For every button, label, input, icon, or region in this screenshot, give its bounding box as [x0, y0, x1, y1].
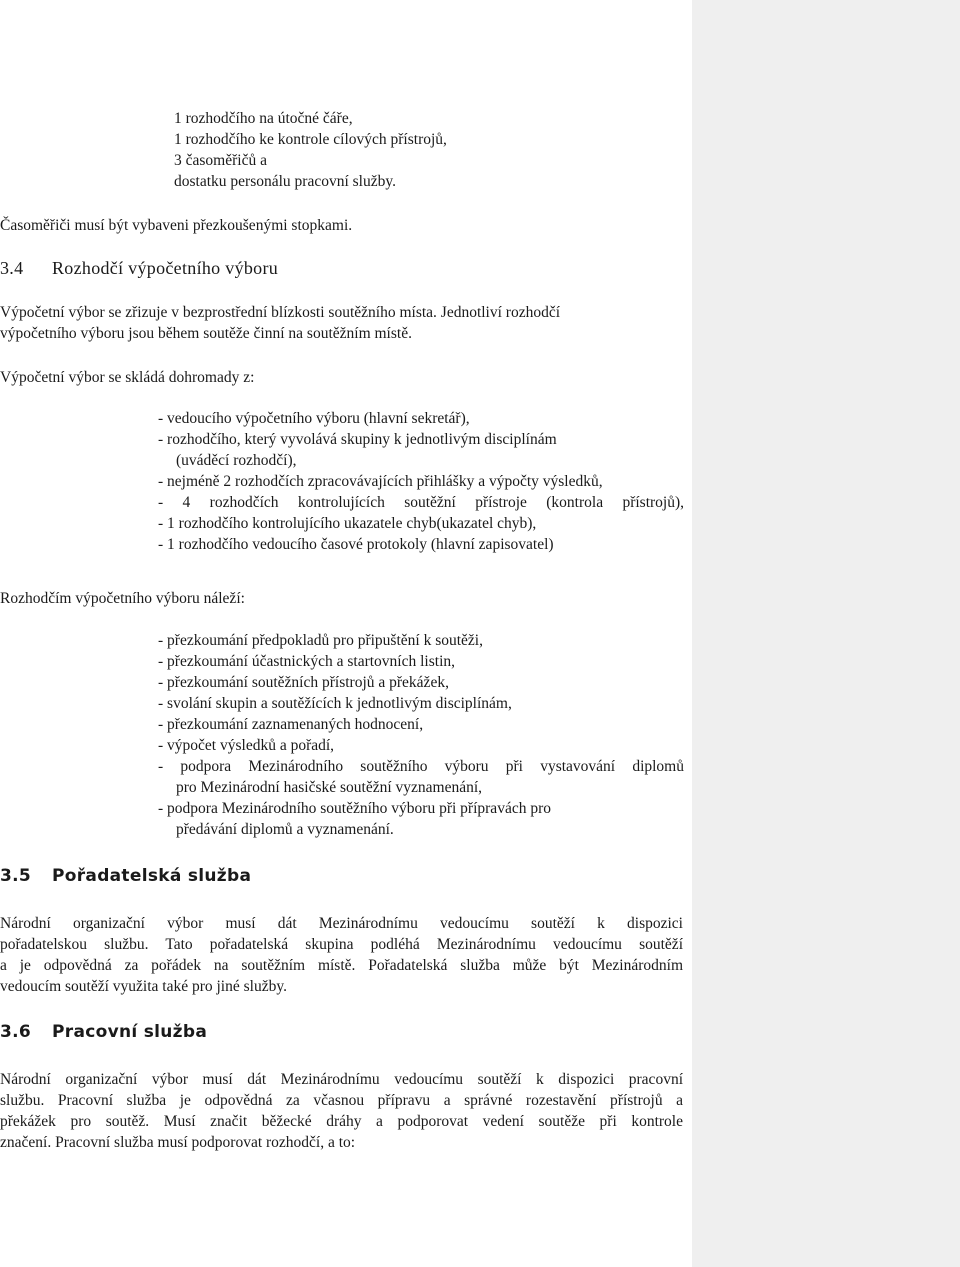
list-item: (uváděcí rozhodčí), [176, 452, 297, 469]
paragraph-line: a je odpovědná za pořádek na soutěžním místě. Pořadatelská služba může být Mezinárodním [0, 957, 683, 974]
list-item: - přezkoumání soutěžních přístrojů a překážek, [158, 674, 449, 691]
paragraph-line: vedoucím soutěží využita také pro jiné služby. [0, 978, 287, 995]
list-item: - výpočet výsledků a pořadí, [158, 737, 335, 754]
paragraph-line: značení. Pracovní služba musí podporovat rozhodčí, a to: [0, 1134, 356, 1151]
list-item: předávání diplomů a vyznamenání. [176, 821, 394, 838]
list-item: 1 rozhodčího na útočné čáře, [174, 110, 353, 127]
duties-list [158, 630, 684, 840]
list-item: - 4 rozhodčích kontrolujících soutěžní přístroje (kontrola přístrojů), [158, 494, 684, 511]
composition-list [158, 408, 684, 555]
section-title: Rozhodčí výpočetního výboru [52, 258, 279, 278]
list-item: - nejméně 2 rozhodčích zpracovávajících přihlášky a výpočty výsledků, [158, 473, 603, 490]
section-3-4-heading [0, 258, 278, 279]
section-3-5-heading [0, 866, 251, 887]
list-item: - přezkoumání účastnických a startovních listin, [158, 653, 455, 670]
list-item: - 1 rozhodčího vedoucího časové protokoly (hlavní zapisovatel) [158, 536, 554, 553]
paragraph-line: pořadatelskou službu. Tato pořadatelská skupina podléhá Mezinárodnímu vedoucímu soutěží [0, 936, 683, 953]
list-item: - svolání skupin a soutěžících k jednotlivým disciplínám, [158, 695, 512, 712]
list-item: - 1 rozhodčího kontrolujícího ukazatele chyb(ukazatel chyb), [158, 515, 537, 532]
paragraph-line: překážek pro soutěž. Musí značit běžecké dráhy a podporovat vedení soutěže při kontrole [0, 1113, 683, 1130]
timekeepers-note: Časoměřiči musí být vybaveni přezkoušenými stopkami. [0, 217, 353, 234]
paragraph-line: Výpočetní výbor se zřizuje v bezprostřední blízkosti soutěžního místa. Jednotliví rozhodčí [0, 304, 561, 321]
section-3-6-heading [0, 1022, 207, 1043]
section-3-4-paragraph [0, 302, 660, 344]
comment-margin-panel [692, 0, 960, 1267]
list-item: - rozhodčího, který vyvolává skupiny k jednotlivým disciplínám [158, 431, 557, 448]
referee-list [174, 108, 447, 192]
paragraph-line: službu. Pracovní služba je odpovědná za včasnou přípravu a správné rozestavění přístrojů a [0, 1092, 683, 1109]
paragraph-line: Národní organizační výbor musí dát Mezinárodnímu vedoucímu soutěží k dispozici [0, 915, 683, 932]
list-item: - podpora Mezinárodního soutěžního výboru při přípravách pro [158, 800, 551, 817]
section-3-5-paragraph [0, 913, 683, 997]
section-title: Pořadatelská služba [52, 866, 252, 886]
section-number: 3.4 [0, 258, 24, 278]
list-item: 3 časoměřičů a [174, 152, 267, 169]
list-item: pro Mezinárodní hasičské soutěžní vyznamenání, [176, 779, 483, 796]
list-item: dostatku personálu pracovní služby. [174, 173, 396, 190]
list-item: - vedoucího výpočetního výboru (hlavní sekretář), [158, 410, 470, 427]
section-number: 3.6 [0, 1022, 32, 1042]
duties-intro: Rozhodčím výpočetního výboru náleží: [0, 590, 245, 607]
paragraph-line: výpočetního výboru jsou během soutěže činní na soutěžním místě. [0, 325, 412, 342]
paragraph-line: Národní organizační výbor musí dát Mezinárodnímu vedoucímu soutěží k dispozici pracovní [0, 1071, 683, 1088]
list-item: - přezkoumání předpokladů pro připuštění k soutěži, [158, 632, 483, 649]
list-item: - přezkoumání zaznamenaných hodnocení, [158, 716, 424, 733]
section-title: Pracovní služba [52, 1022, 208, 1042]
list-item: - podpora Mezinárodního soutěžního výboru při vystavování diplomů [158, 758, 684, 775]
section-number: 3.5 [0, 866, 32, 886]
composition-intro: Výpočetní výbor se skládá dohromady z: [0, 369, 255, 386]
list-item: 1 rozhodčího ke kontrole cílových přístrojů, [174, 131, 447, 148]
section-3-6-paragraph [0, 1069, 683, 1153]
